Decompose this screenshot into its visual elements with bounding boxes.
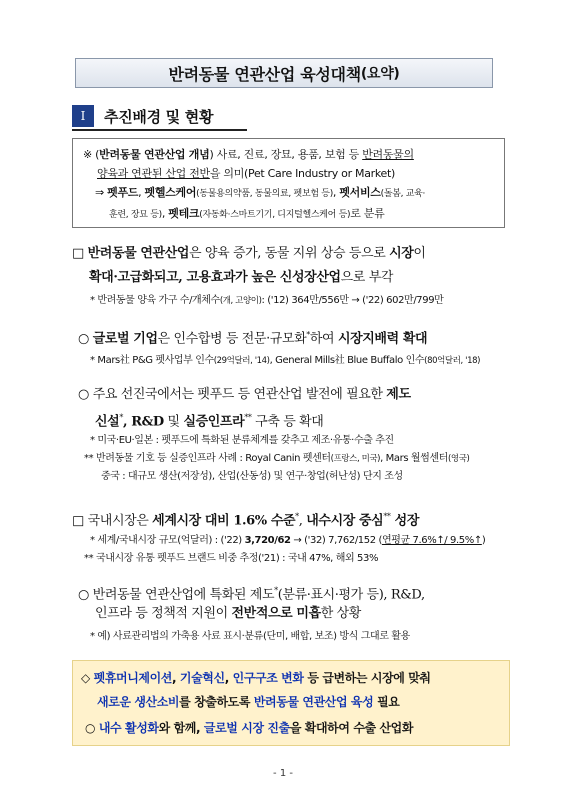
paragraph-3-note-1: * 미국·EU·일본 : 펫푸드에 특화된 분류체계를 갖추고 제조·유통·수출 추진 [90, 435, 394, 446]
title-main: 반려동물 연관산업 육성대책 [168, 64, 361, 84]
paragraph-5-line-2: 인프라 등 정책적 지원이 전반적으로 미흡한 상황 [95, 606, 361, 621]
paragraph-3-note-2: ** 반려동물 기호 등 실증인프라 사례 : Royal Canin 펫센터(프랑스, 미국), Mars 월썸센터(영국) [84, 453, 470, 464]
section-heading [72, 103, 213, 129]
title-suffix: (요약) [360, 66, 400, 82]
paragraph-1-line-1: □ 반려동물 연관산업은 양육 증가, 동물 지위 상승 등으로 시장이 [72, 246, 426, 261]
paragraph-5-note: * 예) 사료관리법의 가축용 사료 표시·분류(단미, 배합, 보조) 방식 그대로 활용 [90, 631, 410, 642]
paragraph-4-note-1: * 세계/국내시장 규모(억달러) : ('22) 3,720/62 → ('32) 7,762/152 (연평균 7.6%↑/ 9.5%↑) [90, 535, 486, 546]
paragraph-3-line-1: ○ 주요 선진국에서는 펫푸드 등 연관산업 발전에 필요한 제도 [78, 387, 411, 402]
section-underline [72, 129, 247, 131]
summary-line-1: ◇ 펫휴머니제이션, 기술혁신, 인구구조 변화 등 급변하는 시장에 맞춰 [81, 671, 431, 685]
section-number-badge: Ⅰ [72, 105, 94, 127]
summary-box [72, 660, 510, 746]
paragraph-2-note: * Mars社 P&G 펫사업부 인수(29억달러, '14), General Mills社 Blue Buffalo 인수(80억달러, '18) [90, 355, 481, 366]
page-number: - 1 - [273, 768, 293, 779]
summary-line-3: ○ 내수 활성화와 함께, 글로벌 시장 진출을 확대하여 수출 산업화 [85, 721, 414, 735]
paragraph-1-line-2: 확대·고급화되고, 고용효과가 높은 신성장산업으로 부각 [89, 270, 394, 285]
arrow-icon: ⇒ [95, 186, 104, 199]
paragraph-2-line-1: ○ 글로벌 기업은 인수합병 등 전문·규모화*하여 시장지배력 확대 [78, 330, 428, 347]
paragraph-3-line-2: 신설*, R&D 및 실증인프라** 구축 등 확대 [95, 413, 324, 430]
definition-term: 반려동물 연관산업 개념 [99, 148, 210, 161]
paragraph-4-line-1: □ 국내시장은 세계시장 대비 1.6% 수준*, 내수시장 중심** 성장 [72, 512, 419, 529]
paragraph-3-note-3: 중국 : 대규모 생산(저장성), 산업(산동성) 및 연구·창업(허난성) 단지 조성 [101, 471, 403, 482]
paragraph-1-note: * 반려동물 양육 가구 수/개체수(개, 고양이): ('12) 364만/556만 → ('22) 602만/799만 [90, 295, 444, 306]
definition-line-3: ⇒ 펫푸드, 펫헬스케어(동물용의약품, 동물의료, 펫보험 등), 펫서비스(돌봄, 교육· [95, 186, 426, 199]
definition-line-1: ※ (반려동물 연관산업 개념) 사료, 진료, 장묘, 용품, 보험 등 반려동물의 [83, 148, 414, 161]
paragraph-4-note-2: ** 국내시장 유통 펫푸드 브랜드 비중 추정('21) : 국내 47%, 해외 53% [84, 553, 379, 564]
definition-box [72, 138, 505, 228]
definition-line-4: 훈련, 장묘 등), 펫테크(자동화·스마트기기, 디지털헬스케어 등)로 분류 [109, 207, 385, 220]
document-title [75, 58, 493, 88]
section-title: 추진배경 및 현황 [104, 107, 214, 126]
definition-line-2: 양육과 연관된 산업 전반을 의미(Pet Care Industry or Market) [97, 167, 396, 180]
summary-line-2: 새로운 생산소비를 창출하도록 반려동물 연관산업 육성 필요 [97, 695, 400, 709]
paragraph-5-line-1: ○ 반려동물 연관산업에 특화된 제도*(분류·표시·평가 등), R&D, [78, 586, 425, 603]
